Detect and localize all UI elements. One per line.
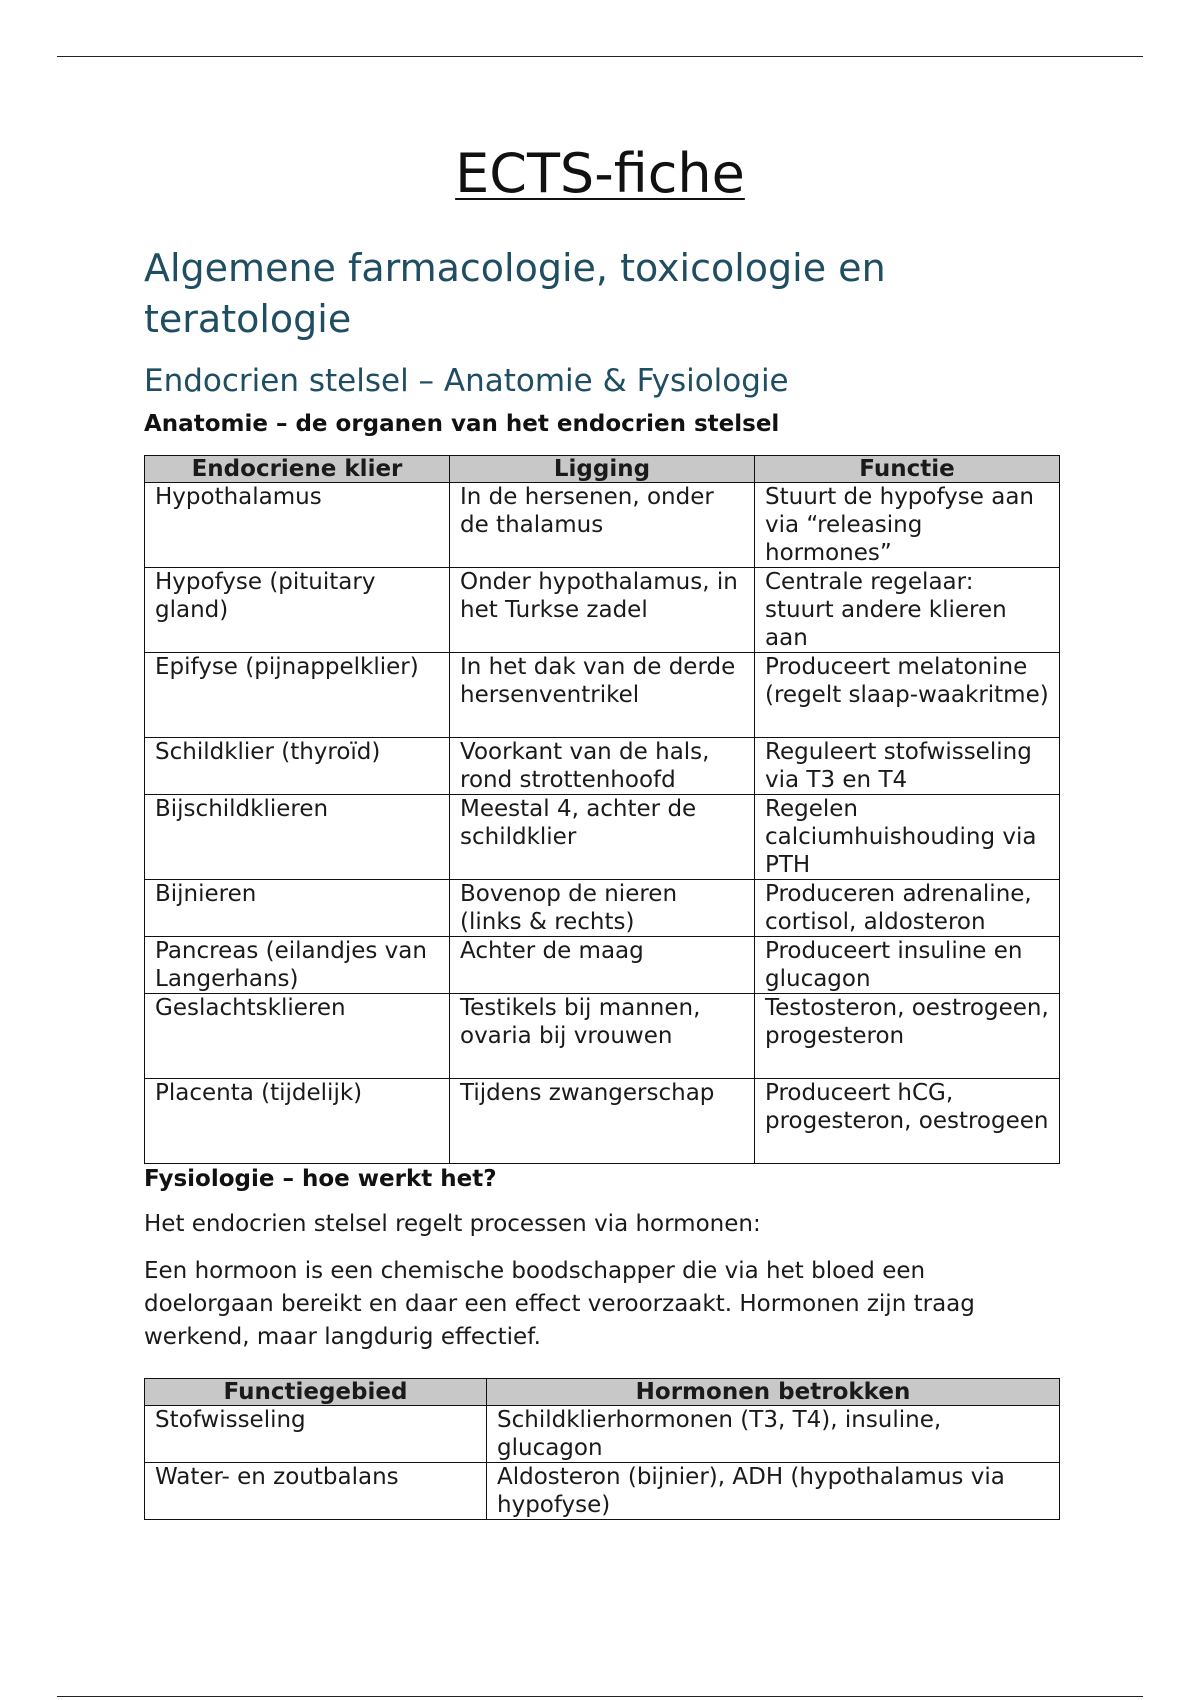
- table-cell-gland: Hypofyse (pituitary gland): [145, 568, 450, 653]
- column-header-gland: Endocriene klier: [145, 456, 450, 483]
- heading-chapter-title: Endocrien stelsel – Anatomie & Fysiologie: [144, 363, 789, 399]
- heading-course-title: Algemene farmacologie, toxicologie en teratologie: [144, 246, 886, 341]
- table-cell-location: Testikels bij mannen, ovaria bij vrouwen: [450, 994, 755, 1079]
- column-header-hormones: Hormonen betrokken: [487, 1379, 1060, 1406]
- table-cell-gland: Epifyse (pijnappelklier): [145, 653, 450, 738]
- paragraph-intro: Het endocrien stelsel regelt processen via hormonen:: [144, 1211, 761, 1237]
- table-cell-gland: Bijnieren: [145, 880, 450, 937]
- table-row: [145, 994, 1060, 1079]
- hormones-table: [144, 1378, 1060, 1520]
- table-cell-gland: Hypothalamus: [145, 483, 450, 568]
- table-cell-function: Reguleert stofwisseling via T3 en T4: [755, 738, 1060, 795]
- page-bottom-rule: [57, 1696, 1143, 1697]
- table-cell-location: Voorkant van de hals, rond strottenhoofd: [450, 738, 755, 795]
- table-row: [145, 880, 1060, 937]
- table-cell-location: Onder hypothalamus, in het Turkse zadel: [450, 568, 755, 653]
- heading-anatomy: Anatomie – de organen van het endocrien stelsel: [144, 411, 780, 437]
- table-cell-location: In de hersenen, onder de thalamus: [450, 483, 755, 568]
- table-row: [145, 568, 1060, 653]
- document-body: [144, 243, 1059, 1520]
- table-row: [145, 795, 1060, 880]
- table-row: [145, 937, 1060, 994]
- table-row: [145, 1406, 1060, 1463]
- table-row: [145, 738, 1060, 795]
- table-cell-gland: Bijschildklieren: [145, 795, 450, 880]
- paragraph-hormone-definition: Een hormoon is een chemische boodschapper die via het bloed een doelorgaan bereikt en daar een effect veroorzaakt. Hormonen zijn traag werkend, maar langdurig effectief.: [144, 1258, 975, 1350]
- table-cell-location: Meestal 4, achter de schildklier: [450, 795, 755, 880]
- table-row: [145, 1079, 1060, 1164]
- page-top-rule: [57, 56, 1143, 57]
- table-row: [145, 653, 1060, 738]
- table-header-row: [145, 456, 1060, 483]
- table-cell-function: Produceert melatonine (regelt slaap-waakritme): [755, 653, 1060, 738]
- table-cell-function: Stuurt de hypofyse aan via “releasing hormones”: [755, 483, 1060, 568]
- table-cell-location: Tijdens zwangerschap: [450, 1079, 755, 1164]
- endocrine-glands-table: [144, 455, 1060, 1164]
- document-title: ECTS-fiche: [455, 142, 745, 205]
- table-cell-hormones: Aldosteron (bijnier), ADH (hypothalamus via hypofyse): [487, 1463, 1060, 1520]
- column-header-function-area: Functiegebied: [145, 1379, 487, 1406]
- table-cell-function-area: Water- en zoutbalans: [145, 1463, 487, 1520]
- column-header-function: Functie: [755, 456, 1060, 483]
- table-row: [145, 1463, 1060, 1520]
- table-cell-gland: Placenta (tijdelijk): [145, 1079, 450, 1164]
- table-cell-function: Produceert insuline en glucagon: [755, 937, 1060, 994]
- table-cell-function: Regelen calciumhuishouding via PTH: [755, 795, 1060, 880]
- table-header-row: [145, 1379, 1060, 1406]
- column-header-location: Ligging: [450, 456, 755, 483]
- heading-physiology: Fysiologie – hoe werkt het?: [144, 1166, 497, 1192]
- table-cell-gland: Schildklier (thyroïd): [145, 738, 450, 795]
- table-cell-function: Testosteron, oestrogeen, progesteron: [755, 994, 1060, 1079]
- table-cell-function-area: Stofwisseling: [145, 1406, 487, 1463]
- table-row: [145, 483, 1060, 568]
- table-cell-function: Centrale regelaar: stuurt andere klieren aan: [755, 568, 1060, 653]
- table-cell-location: Achter de maag: [450, 937, 755, 994]
- table-cell-gland: Geslachtsklieren: [145, 994, 450, 1079]
- table-cell-function: Produceert hCG, progesteron, oestrogeen: [755, 1079, 1060, 1164]
- table-cell-location: In het dak van de derde hersenventrikel: [450, 653, 755, 738]
- table-cell-hormones: Schildklierhormonen (T3, T4), insuline, glucagon: [487, 1406, 1060, 1463]
- table-cell-location: Bovenop de nieren (links & rechts): [450, 880, 755, 937]
- table-cell-gland: Pancreas (eilandjes van Langerhans): [145, 937, 450, 994]
- table-cell-function: Produceren adrenaline, cortisol, aldosteron: [755, 880, 1060, 937]
